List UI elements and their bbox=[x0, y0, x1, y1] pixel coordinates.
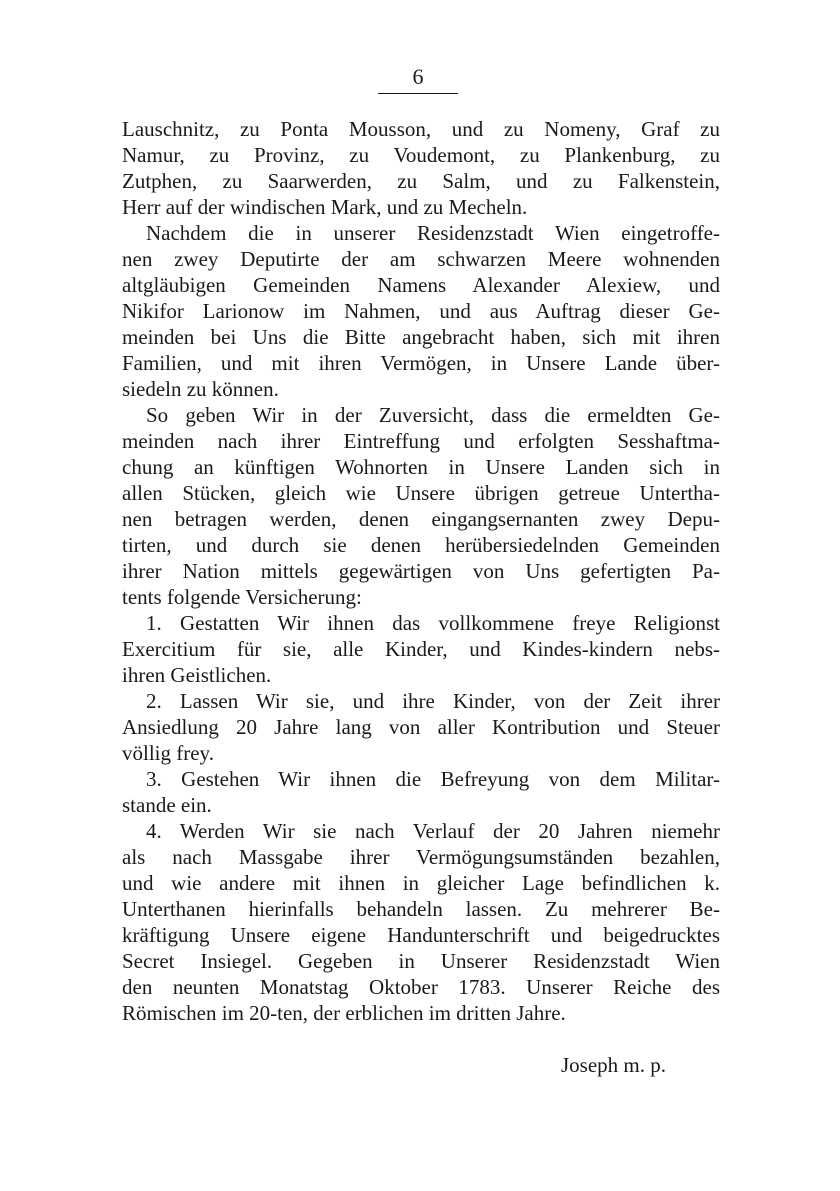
text-line: 4. Werden Wir sie nach Verlauf der 20 Jahren niemehr bbox=[146, 819, 720, 843]
text-line: Lauschnitz, zu Ponta Mousson, und zu Nomeny, Graf zu bbox=[122, 117, 720, 141]
page-number-rule bbox=[378, 93, 458, 94]
text-line: nen betragen werden, denen eingangsernanten zwey Depu- bbox=[122, 507, 720, 531]
text-line: Unterthanen hierinfalls behandeln lassen. Zu mehrerer Be- bbox=[122, 897, 720, 921]
text-line: allen Stücken, gleich wie Unsere übrigen getreue Untertha- bbox=[122, 481, 720, 505]
text-line: Namur, zu Provinz, zu Voudemont, zu Plankenburg, zu bbox=[122, 143, 720, 167]
text-line: nen zwey Deputirte der am schwarzen Meere wohnenden bbox=[122, 247, 720, 271]
text-line: stande ein. bbox=[122, 793, 212, 817]
text-line: 1. Gestatten Wir ihnen das vollkommene freye Religionst bbox=[146, 611, 720, 635]
text-line: Nikifor Larionow im Nahmen, und aus Auftrag dieser Ge- bbox=[122, 299, 720, 323]
text-line: völlig frey. bbox=[122, 741, 214, 765]
text-line: 3. Gestehen Wir ihnen die Befreyung von dem Militar- bbox=[146, 767, 720, 791]
text-line: tents folgende Versicherung: bbox=[122, 585, 362, 609]
text-line: So geben Wir in der Zuversicht, dass die ermeldten Ge- bbox=[146, 403, 720, 427]
text-line: Herr auf der windischen Mark, und zu Mecheln. bbox=[122, 195, 528, 219]
text-line: Römischen im 20-ten, der erblichen im dritten Jahre. bbox=[122, 1001, 566, 1025]
text-line: Familien, und mit ihren Vermögen, in Unsere Lande über- bbox=[122, 351, 720, 375]
text-line: meinden nach ihrer Eintreffung und erfolgten Sesshaftma- bbox=[122, 429, 720, 453]
text-line: altgläubigen Gemeinden Namens Alexander Alexiew, und bbox=[122, 273, 720, 297]
text-line: chung an künftigen Wohnorten in Unsere Landen sich in bbox=[122, 455, 720, 479]
text-line: als nach Massgabe ihrer Vermögungsumständen bezahlen, bbox=[122, 845, 720, 869]
text-line: meinden bei Uns die Bitte angebracht haben, sich mit ihren bbox=[122, 325, 720, 349]
text-line: tirten, und durch sie denen herübersiedelnden Gemeinden bbox=[122, 533, 720, 557]
text-line: Ansiedlung 20 Jahre lang von aller Kontribution und Steuer bbox=[122, 715, 720, 739]
text-line: Exercitium für sie, alle Kinder, und Kindes-kindern nebs- bbox=[122, 637, 720, 661]
text-line: Nachdem die in unserer Residenzstadt Wien eingetroffe- bbox=[146, 221, 720, 245]
body-text bbox=[122, 116, 720, 1026]
text-line: den neunten Monatstag Oktober 1783. Unserer Reiche des bbox=[122, 975, 720, 999]
text-line: kräftigung Unsere eigene Handunterschrift und beigedrucktes bbox=[122, 923, 720, 947]
text-line: und wie andere mit ihnen in gleicher Lage befindlichen k. bbox=[122, 871, 720, 895]
text-line: 2. Lassen Wir sie, und ihre Kinder, von der Zeit ihrer bbox=[146, 689, 720, 713]
text-line: ihrer Nation mittels gegewärtigen von Uns gefertigten Pa- bbox=[122, 559, 720, 583]
text-line: ihren Geistlichen. bbox=[122, 663, 272, 687]
page-number: 6 bbox=[412, 64, 424, 89]
text-line: siedeln zu können. bbox=[122, 377, 279, 401]
text-line: Secret Insiegel. Gegeben in Unserer Residenzstadt Wien bbox=[122, 949, 720, 973]
text-line: Zutphen, zu Saarwerden, zu Salm, und zu Falkenstein, bbox=[122, 169, 720, 193]
signature: Joseph m. p. bbox=[561, 1053, 666, 1077]
